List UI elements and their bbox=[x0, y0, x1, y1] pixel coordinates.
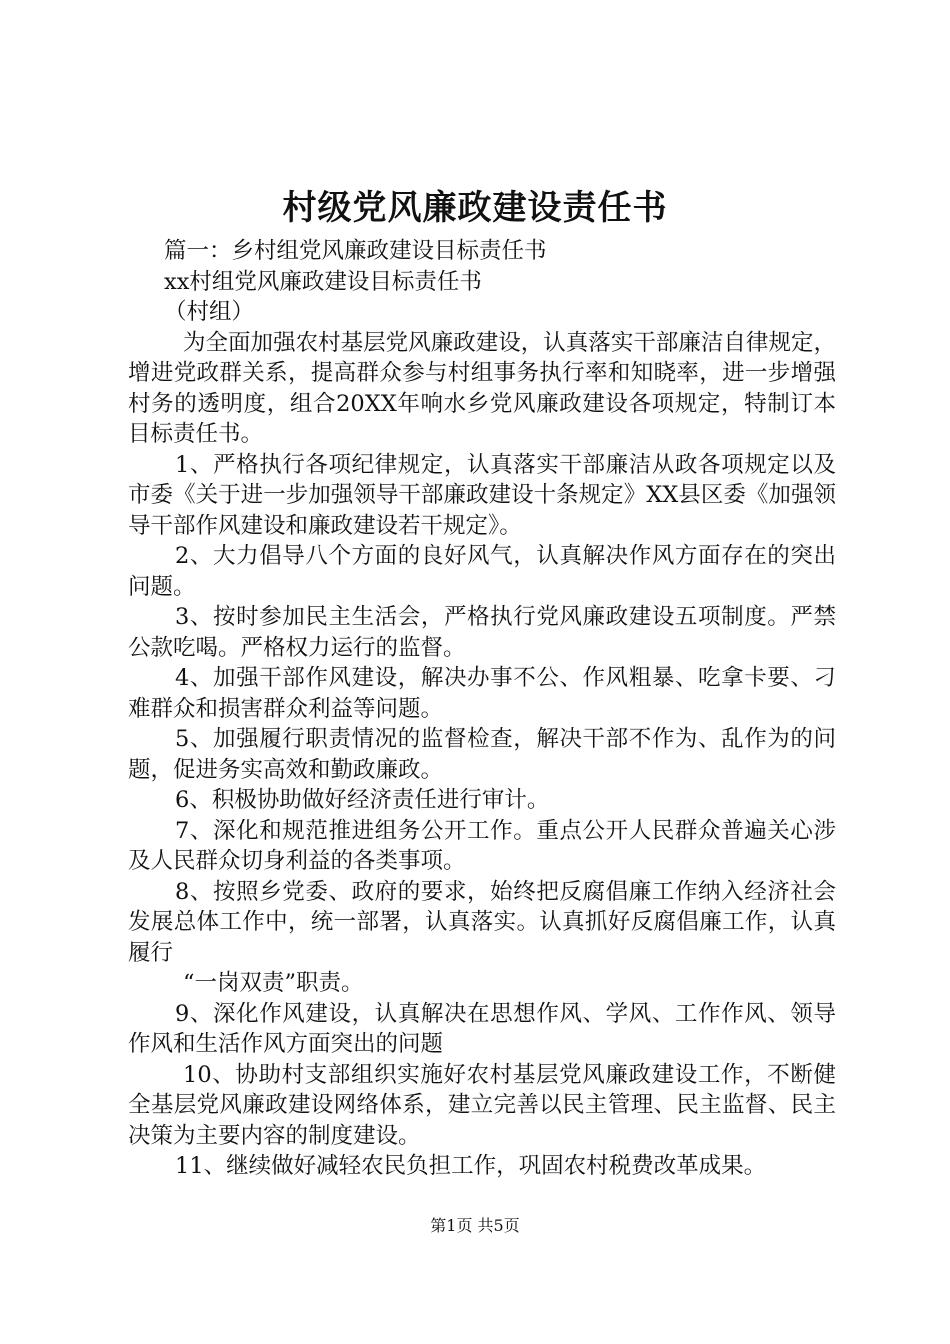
document-body bbox=[128, 236, 836, 1182]
page-footer: 第1页 共5页 bbox=[430, 1216, 520, 1235]
paragraph-item-9: 9、深化作风建设，认真解决在思想作风、学风、工作作风、领导作风和生活作风方面突出的问题 bbox=[128, 1000, 836, 1057]
paragraph-item-8-continued: “一岗双责”职责。 bbox=[183, 970, 364, 996]
paragraph-item-3: 3、按时参加民主生活会，严格执行党风廉政建设五项制度。严禁公款吃喝。严格权力运行的监督。 bbox=[128, 604, 836, 661]
paragraph-intro: 为全面加强农村基层党风廉政建设，认真落实干部廉洁自律规定，增进党政群关系，提高群众参与村组事务执行率和知晓率，进一步增强村务的透明度，组合20XX年响水乡党风廉政建设各项规定，特制订本目标责任书。 bbox=[128, 329, 836, 447]
paragraph-item-5: 5、加强履行职责情况的监督检查，解决干部不作为、乱作为的问题，促进务实高效和勤政廉政。 bbox=[128, 726, 836, 783]
paragraph-item-11: 11、继续做好减轻农民负担工作，巩固农村税费改革成果。 bbox=[175, 1153, 767, 1179]
paragraph-subtitle: xx村组党风廉政建设目标责任书 bbox=[164, 268, 482, 295]
paragraph-item-7: 7、深化和规范推进组务公开工作。重点公开人民群众普遍关心涉及人民群众切身利益的各类事项。 bbox=[128, 817, 836, 874]
paragraph-village-group: （村组） bbox=[164, 299, 255, 325]
paragraph-item-10: 10、协助村支部组织实施好农村基层党风廉政建设工作，不断健全基层党风廉政建设网络体系，建立完善以民主管理、民主监督、民主决策为主要内容的制度建设。 bbox=[128, 1061, 836, 1149]
paragraph-item-1: 1、严格执行各项纪律规定，认真落实干部廉洁从政各项规定以及市委《关于进一步加强领导干部廉政建设十条规定》XX县区委《加强领导干部作风建设和廉政建设若干规定》。 bbox=[128, 451, 836, 539]
document-title: 村级党风廉政建设责任书 bbox=[282, 188, 668, 228]
paragraph-item-6: 6、积极协助做好经济责任进行审计。 bbox=[175, 787, 550, 813]
paragraph-section-heading: 篇一：乡村组党风廉政建设目标责任书 bbox=[164, 238, 547, 264]
paragraph-item-4: 4、加强干部作风建设，解决办事不公、作风粗暴、吃拿卡要、刁难群众和损害群众利益等问题。 bbox=[128, 665, 836, 722]
paragraph-item-2: 2、大力倡导八个方面的良好风气，认真解决作风方面存在的突出问题。 bbox=[128, 543, 836, 600]
paragraph-item-8: 8、按照乡党委、政府的要求，始终把反腐倡廉工作纳入经济社会发展总体工作中，统一部署，认真落实。认真抓好反腐倡廉工作，认真履行 bbox=[128, 878, 836, 966]
